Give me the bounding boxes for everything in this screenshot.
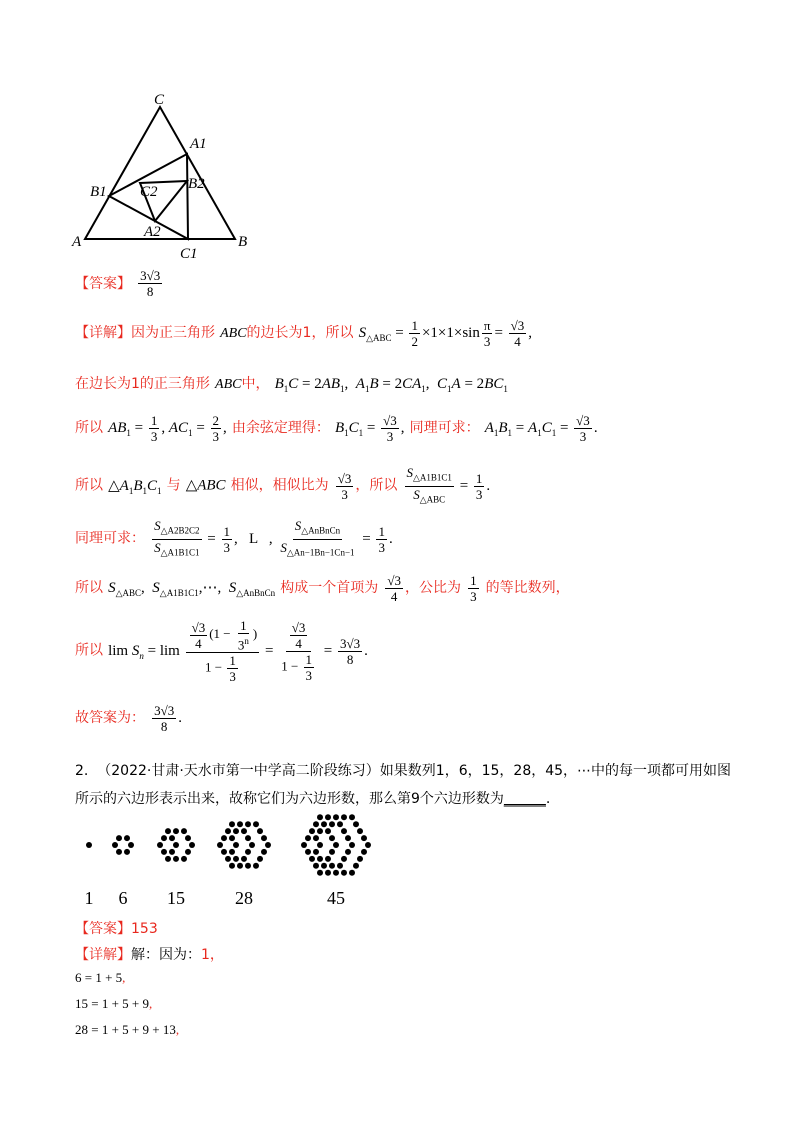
hex-dot	[349, 814, 355, 820]
hex-dot	[221, 849, 227, 855]
text: 在边长为1的正三角形	[75, 376, 210, 392]
hex-dot	[261, 849, 267, 855]
hex-dot	[305, 849, 311, 855]
hex-dot	[124, 835, 130, 841]
hex-dot	[173, 828, 179, 834]
hex-dot	[161, 849, 167, 855]
hex-dot	[317, 842, 323, 848]
question-text: 所示的六边形表示出来，故称它们为六边形数，那么第9个六边形数为	[75, 791, 504, 807]
text: 的边长为1，所以	[246, 324, 354, 341]
hex-dot	[349, 842, 355, 848]
hex-dot	[161, 835, 167, 841]
formula-limit: $\lim S_n = \lim$ $\frac{√3}{4}$ (1 − $\frac{1}{3^n}$ ) 1 − $\frac{1}{3}$ = $\frac{√3}{4}$ 1 − $\frac{1}{3}$ = $\frac{3√3}{8}$ .	[108, 618, 368, 685]
hex-dot	[245, 835, 251, 841]
hex-dot	[185, 849, 191, 855]
hex-dot	[233, 842, 239, 848]
hex-dot	[341, 856, 347, 862]
hex-dot	[357, 856, 363, 862]
hex-dot	[313, 849, 319, 855]
text: 因为正三角形	[131, 324, 215, 341]
hex-dot	[361, 849, 367, 855]
question-number: 2.	[75, 763, 89, 779]
formula: $\frac{√3}{3}$	[337, 470, 352, 502]
formula: $\frac{√3}{4}$	[387, 573, 401, 604]
math: ABC	[220, 325, 247, 341]
hex-label-28: 28	[235, 888, 253, 908]
hex-dot	[333, 842, 339, 848]
math: $\triangle A_1B_1C_1$	[108, 477, 162, 496]
hex-dot	[325, 814, 331, 820]
math: △ABC	[185, 477, 226, 494]
hex-dot	[325, 856, 331, 862]
text: 构成一个首项为	[280, 579, 379, 596]
hex-dot	[189, 842, 195, 848]
hex-dot	[317, 814, 323, 820]
hex-dot	[86, 842, 92, 848]
label-C2: C2	[140, 184, 158, 200]
hex-dot	[261, 835, 267, 841]
hex-dot	[301, 842, 307, 848]
detail-line-6	[75, 573, 570, 604]
label-B1: B1	[90, 184, 107, 200]
detail-line-4	[75, 465, 490, 507]
hex-dot	[329, 821, 335, 827]
text: 由余弦定理得：	[231, 419, 330, 436]
hex-dot	[329, 835, 335, 841]
hex-dot	[173, 856, 179, 862]
detail-line-2	[75, 373, 508, 394]
hex-dot	[181, 828, 187, 834]
question-end: .	[545, 791, 551, 807]
hex-dot	[112, 842, 118, 848]
text: ，公比为	[404, 579, 461, 596]
math: ABC	[215, 377, 242, 392]
label-A1: A1	[190, 136, 207, 152]
answer-tag: 【答案】	[75, 921, 131, 937]
text: 与	[166, 477, 181, 494]
hex-dot	[317, 856, 323, 862]
text: 1，	[201, 947, 224, 963]
hex-dot	[229, 849, 235, 855]
formula: $\frac{1}{3}$	[470, 573, 477, 604]
text: 解：因为：	[131, 947, 201, 963]
hex-dot	[181, 856, 187, 862]
hex-dot	[221, 835, 227, 841]
hex-dot	[321, 863, 327, 869]
hex-dot	[253, 821, 259, 827]
hex-dot	[329, 863, 335, 869]
hex-dot	[229, 835, 235, 841]
hex-label-15: 15	[167, 888, 185, 908]
detail-line-3	[75, 413, 598, 444]
detail-tag: 【详解】	[75, 947, 131, 963]
hex-dot	[241, 856, 247, 862]
equation: 6 = 1 + 5	[75, 970, 123, 985]
text: 所以	[75, 477, 103, 494]
hex-dot	[361, 835, 367, 841]
hex-dot	[317, 870, 323, 876]
question-2-line-1	[75, 757, 731, 785]
hex-dot	[233, 856, 239, 862]
label-B2: B2	[188, 176, 205, 192]
hex-dot	[165, 856, 171, 862]
hex-dot	[116, 835, 122, 841]
equation: 28 = 1 + 5 + 9 + 13	[75, 1022, 176, 1037]
hex-dot	[185, 835, 191, 841]
hex-label-1: 1	[84, 888, 94, 908]
hex-dot	[265, 842, 271, 848]
label-C: C	[154, 92, 165, 108]
hex-label-45: 45	[327, 888, 345, 908]
hex-dot	[241, 828, 247, 834]
hex-dot	[128, 842, 134, 848]
detail-2-intro	[75, 944, 224, 964]
formula-vectors: $B_1C = 2AB_1$, $A_1B = 2CA_1$, $C_1A = 2BC_1$	[274, 376, 508, 394]
hex-dot	[333, 870, 339, 876]
answer-tag: 【答案】	[75, 276, 131, 292]
text: 所以	[75, 642, 103, 659]
formula: $\frac{S_{\triangle A2B2C2}}{S_{\triangle A1B1C1}}$ = $\frac{1}{3}$ , L , $\frac{S_{\triangle AnBnCn}}{S_{\triangle An-1Bn-1Cn-1}}$ = $\frac{1}{3}$ .	[154, 518, 393, 558]
answer-1	[75, 268, 164, 299]
hex-dot	[313, 821, 319, 827]
label-A: A	[72, 234, 82, 250]
detail-line-5	[75, 518, 393, 560]
formula: $S_{\triangle ABC}$, $S_{\triangle A1B1C1},\cdots$, $S_{\triangle AnBnCn}$	[108, 579, 276, 598]
hex-dot	[116, 849, 122, 855]
label-B: B	[238, 234, 248, 250]
formula: $A_1B_1 = A_1C_1$ = $\frac{√3}{3}$ .	[484, 413, 598, 444]
text: 所以	[75, 419, 103, 436]
hex-dot	[341, 828, 347, 834]
text: 同理可求：	[409, 419, 480, 436]
detail-2-row-1: 6 = 1 + 5,	[75, 970, 126, 985]
hex-dot	[353, 863, 359, 869]
hex-dot	[257, 856, 263, 862]
hex-dot	[333, 814, 339, 820]
hex-dot	[245, 849, 251, 855]
hex-label-6: 6	[118, 888, 128, 908]
label-A2: A2	[144, 224, 161, 240]
text: 中，	[241, 376, 270, 392]
hex-dot	[229, 863, 235, 869]
question-source: （2022·甘肃·天水市第一中学高二阶段练习）	[97, 763, 380, 779]
hex-dot	[249, 842, 255, 848]
hex-dot	[217, 842, 223, 848]
hex-dot	[165, 828, 171, 834]
answer-blank: ______	[503, 791, 546, 807]
hex-dot	[257, 828, 263, 834]
hex-dot	[245, 821, 251, 827]
hex-dot	[349, 870, 355, 876]
hex-dot	[321, 821, 327, 827]
detail-2-row-2: 15 = 1 + 5 + 9,	[75, 996, 153, 1011]
formula: $\frac{S_{\triangle A1B1C1}}{S_{\triangle ABC}}$ = $\frac{1}{3}$ .	[406, 465, 491, 505]
hex-dot	[237, 863, 243, 869]
hex-dot	[225, 828, 231, 834]
hex-dot	[229, 821, 235, 827]
hex-dot	[169, 849, 175, 855]
hex-dot	[309, 856, 315, 862]
hex-dot	[329, 849, 335, 855]
text: 相似，相似比为	[230, 477, 329, 494]
hex-dot	[365, 842, 371, 848]
formula: $B_1C_1$ = $\frac{√3}{3}$ ,	[334, 413, 405, 444]
detail-tag: 【详解】	[75, 324, 131, 341]
hex-dot	[345, 835, 351, 841]
hex-dot	[225, 856, 231, 862]
formula-area: $S_{\triangle ABC}$ = $\frac{1}{2}$ ×1×1×sin $\frac{\pi}{3}$ = $\frac{√3}{4}$ ,	[358, 318, 533, 349]
label-C1: C1	[180, 246, 198, 262]
text: ，所以	[355, 477, 398, 494]
hex-dot	[341, 870, 347, 876]
text: 所以	[75, 579, 103, 596]
hex-dot	[237, 821, 243, 827]
detail-line-8	[75, 703, 182, 734]
hex-dot	[313, 835, 319, 841]
hex-dot	[317, 828, 323, 834]
hex-dot	[233, 828, 239, 834]
hex-dot	[357, 828, 363, 834]
detail-line-7	[75, 618, 368, 684]
hex-dot	[245, 863, 251, 869]
hex-dot	[169, 835, 175, 841]
detail-line-1	[75, 318, 532, 349]
hex-dot	[253, 863, 259, 869]
hex-dot	[124, 849, 130, 855]
text: 故答案为：	[75, 709, 145, 726]
hex-dot	[313, 863, 319, 869]
hex-dot	[337, 863, 343, 869]
hex-dot	[309, 828, 315, 834]
text: 同理可求：	[75, 530, 145, 547]
text: 的等比数列，	[485, 579, 570, 596]
formula: $\frac{3√3}{8}$ .	[154, 703, 182, 734]
hex-dot	[325, 828, 331, 834]
formula: $AB_1$ = $\frac{1}{3}$ , $AC_1$ = $\frac{2}{3}$ ,	[108, 413, 227, 444]
question-text: 如果数列1，6，15，28，45，⋯中的每一项都可用如图	[379, 763, 732, 779]
hex-dot	[337, 821, 343, 827]
hex-dot	[325, 870, 331, 876]
hex-dot	[173, 842, 179, 848]
hex-dot	[353, 821, 359, 827]
hex-dot	[305, 835, 311, 841]
answer-2-value: 153	[131, 921, 158, 937]
answer-1-value: $\frac{3√3}{8}$	[140, 268, 161, 299]
answer-2	[75, 918, 158, 938]
hexagonal-numbers-figure	[75, 795, 395, 910]
detail-2-row-3: 28 = 1 + 5 + 9 + 13,	[75, 1022, 180, 1037]
equation: 15 = 1 + 5 + 9	[75, 996, 149, 1011]
triangle-figure	[60, 88, 270, 268]
hex-dot	[157, 842, 163, 848]
hex-dot	[345, 849, 351, 855]
hex-dot	[341, 814, 347, 820]
